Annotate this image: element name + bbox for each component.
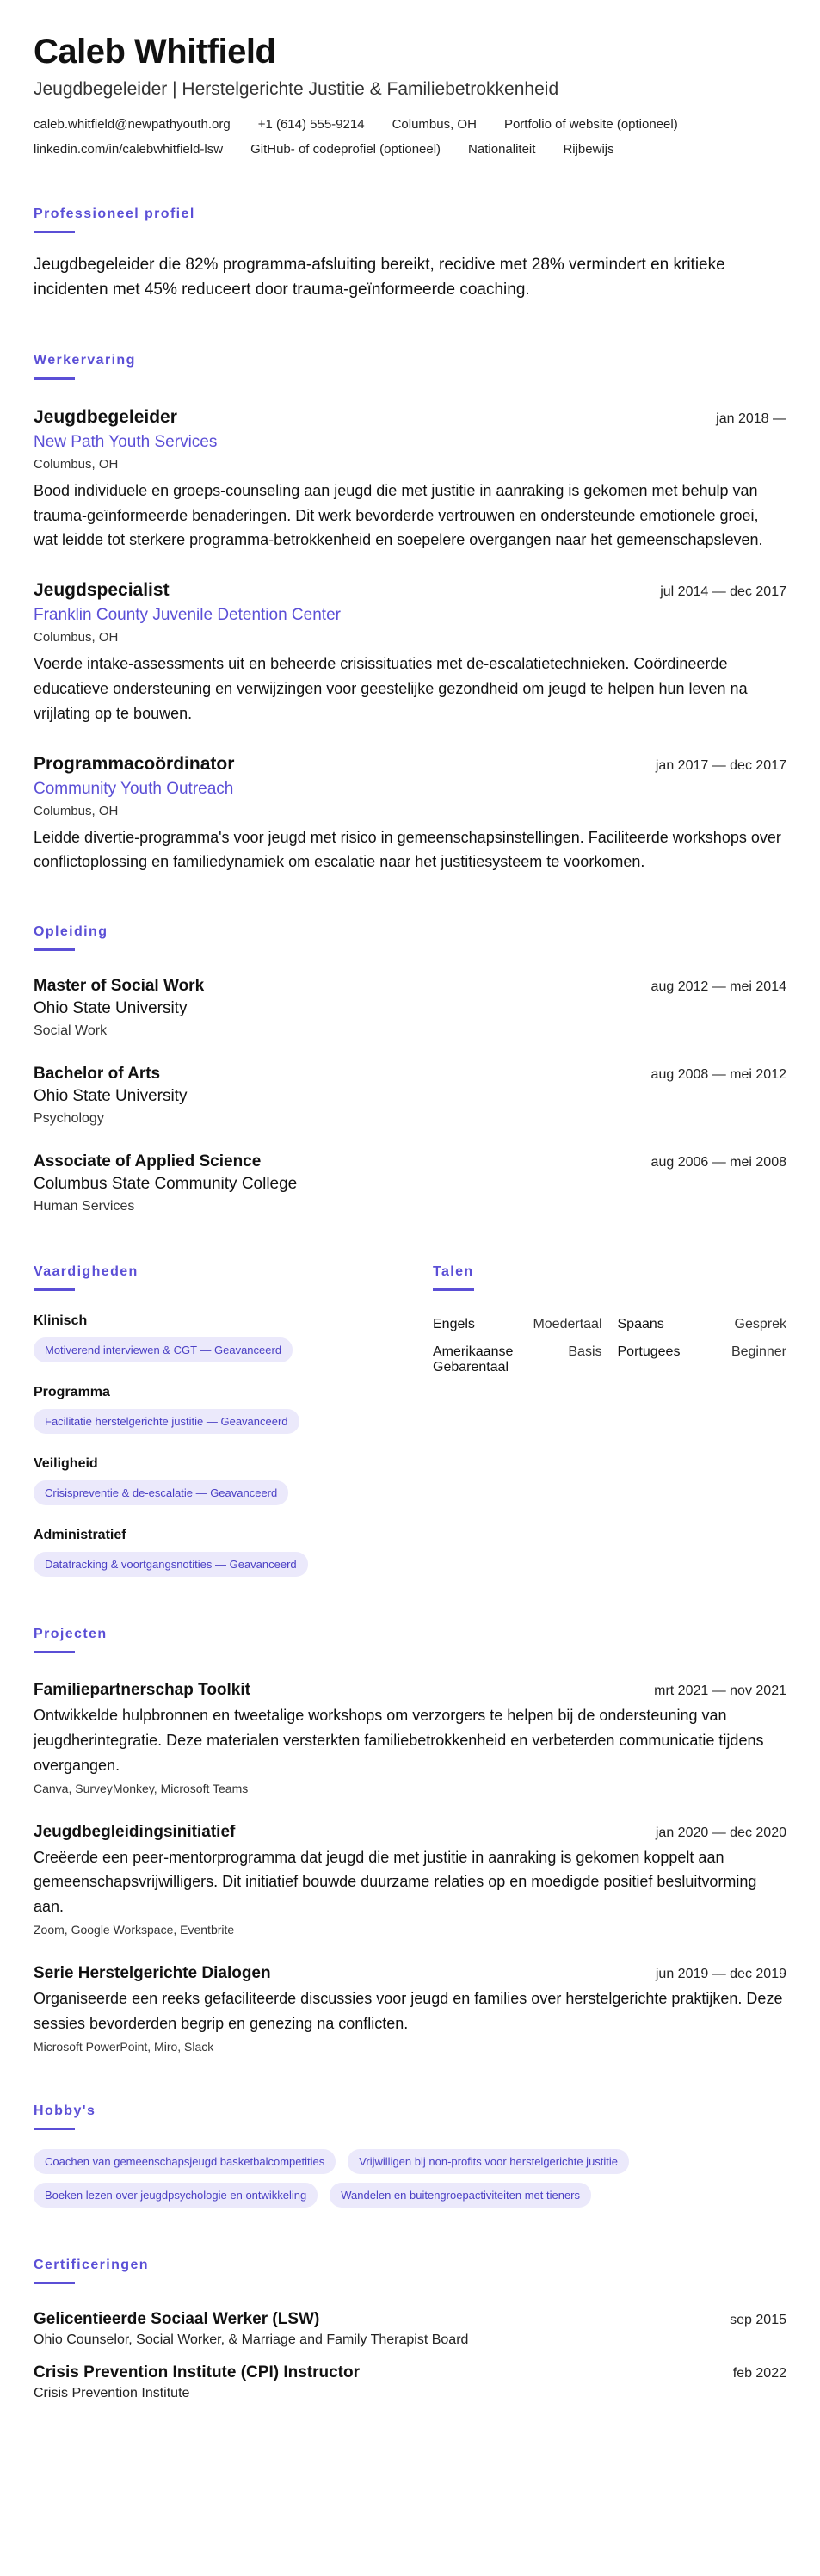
project-date: jan 2020 — dec 2020 (655, 1825, 786, 1840)
education-date: aug 2008 — mei 2012 (650, 1067, 786, 1083)
section-title: Certificeringen (34, 2257, 149, 2272)
contact-phone[interactable]: +1 (614) 555-9214 (257, 117, 365, 132)
education-degree: Master of Social Work (34, 977, 205, 996)
certifications-section (34, 2258, 786, 2401)
certification-entry (34, 2363, 786, 2401)
skill-group (34, 1385, 433, 1434)
contact-drivers-license: Rijbewijs (563, 142, 614, 157)
certification-date: sep 2015 (730, 2312, 786, 2327)
certification-issuer: Crisis Prevention Institute (34, 2385, 190, 2400)
certification-date: feb 2022 (732, 2365, 786, 2381)
language-item (618, 1317, 787, 1332)
certification-issuer: Ohio Counselor, Social Worker, & Marriage and Family Therapist Board (34, 2332, 469, 2347)
language-item (433, 1344, 602, 1375)
education-field: Social Work (34, 1023, 108, 1039)
certification-title: Gelicentieerde Sociaal Werker (LSW) (34, 2309, 320, 2328)
language-name: Engels (433, 1317, 475, 1332)
education-field: Human Services (34, 1199, 135, 1214)
language-item (618, 1344, 787, 1375)
project-entry (34, 1681, 786, 1795)
language-item (433, 1317, 602, 1332)
job-location: Columbus, OH (34, 630, 119, 646)
section-divider (34, 1651, 75, 1653)
contact-nationality: Nationaliteit (468, 142, 536, 157)
contact-linkedin[interactable]: linkedin.com/in/calebwhitfield-lsw (34, 142, 224, 157)
section-title: Werkervaring (34, 352, 136, 368)
project-tools: Canva, SurveyMonkey, Microsoft Teams (34, 1781, 249, 1795)
projects-section (34, 1627, 786, 2053)
summary-text: Jeugdbegeleider die 82% programma-afsluiting bereikt, recidive met 28% vermindert en kritieke incidenten met 45% reduceert door trauma-geïnformeerde coaching. (34, 256, 725, 300)
education-date: aug 2012 — mei 2014 (650, 979, 786, 995)
section-title: Vaardigheden (34, 1264, 139, 1280)
job-entry (34, 407, 786, 553)
language-level: Basis (568, 1344, 602, 1360)
section-title: Projecten (34, 1627, 108, 1642)
project-title: Serie Herstelgerichte Dialogen (34, 1964, 271, 1983)
education-school: Columbus State Community College (34, 1175, 298, 1194)
skill-category: Administratief (34, 1528, 126, 1543)
language-name: Spaans (617, 1317, 664, 1332)
project-description: Ontwikkelde hulpbronnen en tweetalige workshops om verzorgers te helpen bij de ondersteuning van jeugdherintegratie. Deze materialen versterkten familiebetrokkenheid en verbeterden communicatie tijdens overgangen. (34, 1707, 764, 1774)
contact-email[interactable]: caleb.whitfield@newpathyouth.org (34, 117, 231, 132)
section-title: Opleiding (34, 924, 108, 940)
education-date: aug 2006 — mei 2008 (650, 1155, 786, 1171)
project-title: Familiepartnerschap Toolkit (34, 1681, 250, 1700)
hobbies-section (34, 2103, 786, 2208)
certification-title: Crisis Prevention Institute (CPI) Instructor (34, 2363, 360, 2381)
skill-group (34, 1313, 433, 1362)
languages-section (433, 1264, 786, 1577)
skill-category: Veiligheid (34, 1456, 98, 1472)
section-divider (34, 2128, 75, 2130)
education-entry (34, 977, 786, 1039)
project-entry (34, 1823, 786, 1937)
education-school: Ohio State University (34, 1087, 188, 1106)
skill-chip: Motiverend interviewen & CGT — Geavanceerd (34, 1337, 293, 1362)
section-title: Hobby's (34, 2103, 96, 2118)
education-entry (34, 1152, 786, 1214)
skill-chip: Facilitatie herstelgerichte justitie — Geavanceerd (34, 1409, 299, 1434)
project-date: jun 2019 — dec 2019 (655, 1967, 786, 1982)
language-level: Beginner (731, 1344, 786, 1360)
language-list (433, 1317, 786, 1375)
section-title: Talen (433, 1264, 474, 1280)
section-divider (34, 231, 75, 233)
candidate-headline: Jeugdbegeleider | Herstelgerichte Justitie & Familiebetrokkenheid (34, 79, 559, 99)
hobby-chip: Wandelen en buitengroepactiviteiten met tieners (330, 2183, 591, 2208)
language-name: Portugees (617, 1344, 681, 1360)
hobby-list (34, 2149, 786, 2208)
section-divider (34, 948, 75, 951)
project-date: mrt 2021 — nov 2021 (654, 1683, 786, 1699)
language-name: Amerikaanse Gebarentaal (433, 1344, 514, 1375)
section-divider (433, 1288, 474, 1291)
project-description: Organiseerde een reeks gefaciliteerde discussies voor jeugd en families over herstelgerichte praktijken. Deze sessies bevorderden begrip en genezing na conflicten. (34, 1990, 783, 2032)
section-title: Professioneel profiel (34, 207, 195, 221)
job-company: New Path Youth Services (34, 432, 218, 451)
skills-section (34, 1264, 433, 1577)
skills-languages-row (34, 1264, 786, 1577)
job-description: Voerde intake-assessments uit en beheerde crisissituaties met de-escalatietechnieken. Coördineerde educatieve ondersteuning en verwijzingen voor geestelijke gezondheid om jeugd te helpen hun leven na vrijlating op te bouwen. (34, 655, 748, 722)
education-section (34, 924, 786, 1214)
education-school: Ohio State University (34, 999, 188, 1018)
job-location: Columbus, OH (34, 456, 119, 472)
project-tools: Zoom, Google Workspace, Eventbrite (34, 1923, 235, 1937)
contact-list (34, 117, 786, 157)
project-title: Jeugdbegleidingsinitiatief (34, 1822, 236, 1841)
experience-section (34, 353, 786, 874)
skill-category: Klinisch (34, 1313, 88, 1329)
job-entry (34, 754, 786, 875)
section-divider (34, 377, 75, 380)
language-level: Moedertaal (533, 1317, 602, 1332)
candidate-name: Caleb Whitfield (34, 33, 276, 71)
education-entry (34, 1065, 786, 1127)
hobby-chip: Coachen van gemeenschapsjeugd basketbalcompetities (34, 2149, 336, 2174)
contact-github[interactable]: GitHub- of codeprofiel (optioneel) (250, 142, 441, 157)
education-field: Psychology (34, 1111, 104, 1127)
skill-chip: Datatracking & voortgangsnotities — Geavanceerd (34, 1552, 308, 1577)
job-entry (34, 580, 786, 726)
job-description: Leidde divertie-programma's voor jeugd met risico in gemeenschapsinstellingen. Faciliteerde workshops over conflictoplossing en familiedynamiek om escalatie naar het justitiesysteem te voorkomen. (34, 828, 781, 871)
job-title: Programmacoördinator (34, 753, 235, 774)
job-title: Jeugdspecialist (34, 580, 170, 601)
skill-category: Programma (34, 1385, 110, 1400)
section-divider (34, 1288, 75, 1291)
job-company: Franklin County Juvenile Detention Center (34, 606, 341, 625)
language-level: Gesprek (734, 1317, 786, 1332)
skill-group (34, 1528, 433, 1577)
education-degree: Associate of Applied Science (34, 1152, 262, 1171)
skill-group (34, 1456, 433, 1505)
job-location: Columbus, OH (34, 803, 119, 819)
project-description: Creëerde een peer-mentorprogramma dat jeugd die met justitie in aanraking is gekomen koppelt aan gemeenschapsvrijwilligers. Dit initiatief bouwde duurzame relaties op en moedigde positief besluitvorming aan. (34, 1848, 757, 1916)
hobby-chip: Vrijwilligen bij non-profits voor herstelgerichte justitie (348, 2149, 629, 2174)
section-divider (34, 2282, 75, 2284)
job-date: jan 2017 — dec 2017 (655, 757, 786, 773)
job-date: jan 2018 — (716, 411, 786, 426)
job-description: Bood individuele en groeps-counseling aan jeugd die met justitie in aanraking is gekomen met behulp van trauma-geïnformeerde benaderingen. Dit werk bevorderde vertrouwen en ondersteunde emotionele groei, wat leidde tot sterkere programma-betrokkenheid en soepelere overgangen naar het gemeenschapsleven. (34, 481, 763, 549)
project-entry (34, 1964, 786, 2054)
skill-chip: Crisispreventie & de-escalatie — Geavanceerd (34, 1480, 288, 1505)
education-degree: Bachelor of Arts (34, 1065, 161, 1084)
certification-entry (34, 2310, 786, 2348)
project-tools: Microsoft PowerPoint, Miro, Slack (34, 2039, 214, 2054)
resume-header (34, 33, 786, 157)
hobby-chip: Boeken lezen over jeugdpsychologie en ontwikkeling (34, 2183, 318, 2208)
contact-portfolio[interactable]: Portfolio of website (optioneel) (503, 117, 678, 132)
summary-section (34, 207, 786, 303)
contact-location: Columbus, OH (392, 117, 477, 132)
job-company: Community Youth Outreach (34, 779, 234, 798)
job-date: jul 2014 — dec 2017 (660, 584, 786, 600)
job-title: Jeugdbegeleider (34, 406, 177, 427)
